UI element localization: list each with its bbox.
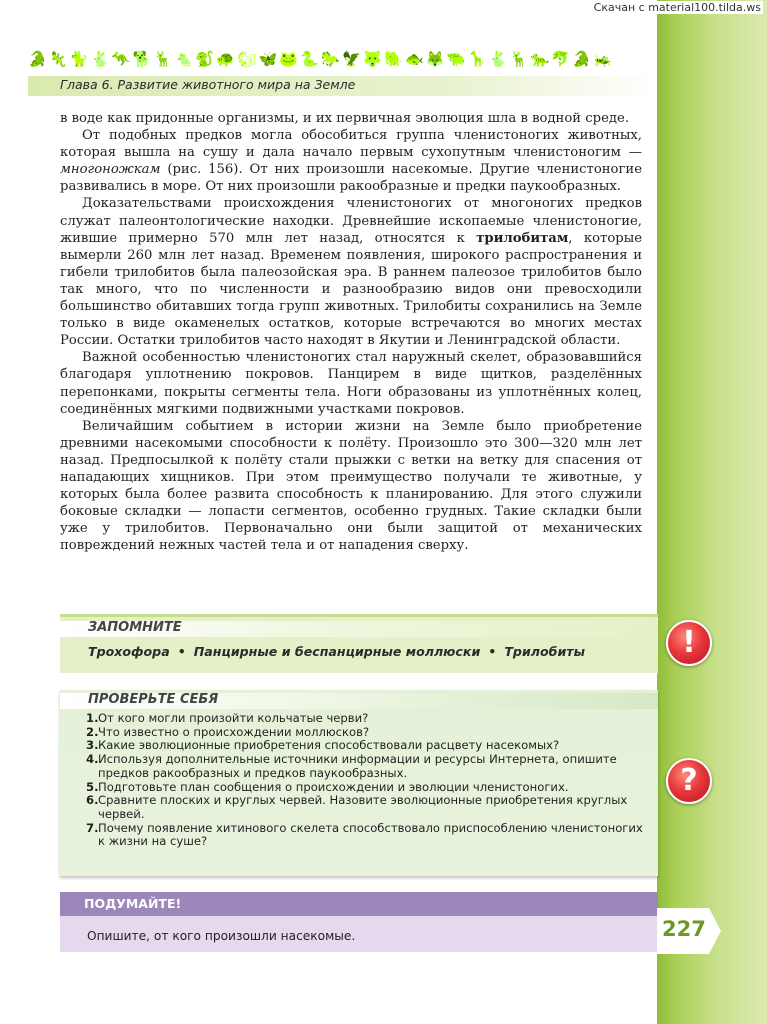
term-separator: • <box>177 644 186 659</box>
think-title: ПОДУМАЙТЕ! <box>84 896 182 911</box>
animal-silhouette-icon: 🐿 <box>237 50 257 68</box>
animal-silhouette-icon: 🐸 <box>279 50 299 68</box>
exclamation-icon: ! <box>666 620 712 666</box>
animal-silhouette-icon: 🦒 <box>467 50 487 68</box>
paragraph-3-text-end: , которые вымерли 260 млн лет назад. Временем появления, широкого распространения и гибели трилобитов была палеозойская эра. В раннем палеозое трилобитов было так много, что по численности и разнообразию видов они превосходили большинство обитавших тогда групп животных. Трилобиты сохранились на Земле только в виде окаменелых остатков, которые встречаются во многих местах России. Остатки трилобитов часто находят в Якутии и Ленинградской области. <box>60 230 642 349</box>
think-header <box>60 892 658 916</box>
animal-silhouette-icon: 🦗 <box>593 50 612 68</box>
paragraph-2-text-end: (рис. 156). От них произошли насекомые. Другие членистоногие развивались в море. От них произошли ракообразные и предки паукообразных. <box>60 162 642 195</box>
check-title: ПРОВЕРЬТЕ СЕБЯ <box>88 692 219 707</box>
paragraph-2 <box>60 127 642 195</box>
remember-title: ЗАПОМНИТЕ <box>88 620 182 635</box>
question-number: 3. <box>86 738 99 753</box>
page-number: 227 <box>662 917 706 941</box>
animal-silhouette-icon: 🐕 <box>132 50 152 68</box>
animal-silhouette-icon: 🦊 <box>425 50 445 68</box>
animal-silhouette-icon: 🐁 <box>174 50 194 68</box>
paragraph-1: в воде как придонные организмы, и их первичная эволюция шла в водной среде. <box>60 111 630 126</box>
question-text: Что известно о происхождении моллюсков? <box>98 724 370 739</box>
watermark: Скачан с material100.tilda.ws <box>593 1 761 14</box>
term: Трохофора <box>88 644 170 659</box>
animal-silhouette-icon: 🐆 <box>530 50 550 68</box>
animal-silhouette-icon: 🐈 <box>69 50 89 68</box>
question-item <box>86 712 644 726</box>
term-separator: • <box>488 644 497 659</box>
animal-silhouette-icon: 🐃 <box>446 50 466 68</box>
question-number: 2. <box>86 724 99 739</box>
question-number: 7. <box>86 820 99 835</box>
term-trilobites: трилобитам <box>476 230 569 246</box>
term-millipedes: многоножкам <box>60 162 161 178</box>
paragraph-4: Важной особенностью членистоногих стал наружный скелет, образовавшийся благодаря уплотнению покровов. Панцирем в виде щитков, разделённых перепонками, покрыты сегменты тела. Ноги образованы из уплотнённых колец, соединённых мягкими подвижными участками покровов. <box>60 350 642 417</box>
chapter-header <box>28 76 657 96</box>
animal-silhouette-icon: 🦌 <box>153 50 173 68</box>
animal-silhouette-icon: 🐇 <box>90 50 110 68</box>
animal-silhouette-icon: 🦌 <box>509 50 529 68</box>
term: Панцирные и беспанцирные моллюски <box>193 644 481 659</box>
check-yourself-box <box>60 690 658 876</box>
animal-silhouette-icon: 🐢 <box>216 50 235 68</box>
question-item <box>86 781 644 795</box>
animal-silhouette-icon: 🦎 <box>48 50 68 68</box>
remember-header <box>60 621 658 637</box>
question-text: От кого могли произойти кольчатые черви? <box>98 711 369 725</box>
think-question: Опишите, от кого произошли насекомые. <box>87 929 356 943</box>
question-text: Подготовьте план сообщения о происхождении и эволюции членистоногих. <box>98 779 569 794</box>
page-number-tab <box>657 908 721 954</box>
animal-silhouette-icon: 🐘 <box>384 50 403 68</box>
paragraph-3-text: Доказательствами происхождения членистоногих от многоногих предков служат палеонтологические находки. Древнейшие ископаемые членистоногие, жившие примерно 570 млн лет назад, относятся к <box>60 196 642 246</box>
check-header <box>60 693 658 709</box>
remember-box <box>60 614 658 673</box>
animal-silhouette-icon: 🐊 <box>28 50 47 68</box>
question-list <box>86 712 644 849</box>
animal-silhouette-icon: 🦘 <box>111 50 131 68</box>
green-sidebar <box>657 0 767 1024</box>
question-text: Используя дополнительные источники информации и ресурсы Интернета, опишите предков ракообразных и предков паукообразных. <box>98 752 617 780</box>
question-number: 6. <box>86 793 99 808</box>
question-item <box>86 739 644 753</box>
animal-border <box>28 48 612 70</box>
chapter-title: Глава 6. Развитие животного мира на Земле <box>60 77 356 92</box>
animal-silhouette-icon: 🦅 <box>342 50 361 68</box>
think-box <box>60 892 658 952</box>
question-item <box>86 753 644 780</box>
main-text <box>60 110 642 554</box>
animal-silhouette-icon: 🐬 <box>551 50 571 68</box>
question-text: Какие эволюционные приобретения способствовали расцвету насекомых? <box>98 738 560 753</box>
remember-terms <box>88 644 585 659</box>
animal-silhouette-icon: 🦋 <box>258 50 278 68</box>
question-text: Сравните плоских и круглых червей. Назовите эволюционные приобретения круглых червей. <box>98 793 628 821</box>
animal-silhouette-icon: 🐺 <box>363 50 382 68</box>
question-item <box>86 822 644 849</box>
term: Трилобиты <box>504 644 585 659</box>
question-item <box>86 794 644 821</box>
question-number: 5. <box>86 779 99 794</box>
question-text: Почему появление хитинового скелета способствовало приспособлению членистоногих к жизни на суше? <box>98 820 643 849</box>
animal-silhouette-icon: 🐟 <box>404 50 424 68</box>
animal-silhouette-icon: 🐎 <box>321 50 340 68</box>
animal-silhouette-icon: 🐇 <box>488 50 508 68</box>
question-item <box>86 726 644 740</box>
paragraph-3 <box>60 195 642 349</box>
animal-silhouette-icon: 🐒 <box>195 50 215 68</box>
animal-silhouette-icon: 🐊 <box>572 50 592 68</box>
animal-silhouette-icon: 🐍 <box>300 50 320 68</box>
paragraph-2-text: От подобных предков могла обособиться группа членистоногих животных, которая вышла на сушу и дала начало первым сухопутным членистоногим — <box>60 128 642 161</box>
paragraph-5: Величайшим событием в истории жизни на Земле было приобретение древними насекомыми способности к полёту. Произошло это 300—320 млн лет назад. Предпосылкой к полёту стали прыжки с ветки на ветку для спасения от нападающих хищников. При этом преимущество получали те животные, у которых была более развита способность к планированию. Для этого служили боковые складки — лопасти сегментов, особенно грудных. Такие складки были уже у трилобитов. Первоначально они были защитой от механических повреждений нежных частей тела и от нападения сверху. <box>60 418 642 554</box>
question-number: 4. <box>86 752 99 767</box>
question-mark-icon: ? <box>666 758 712 804</box>
question-number: 1. <box>86 711 99 725</box>
